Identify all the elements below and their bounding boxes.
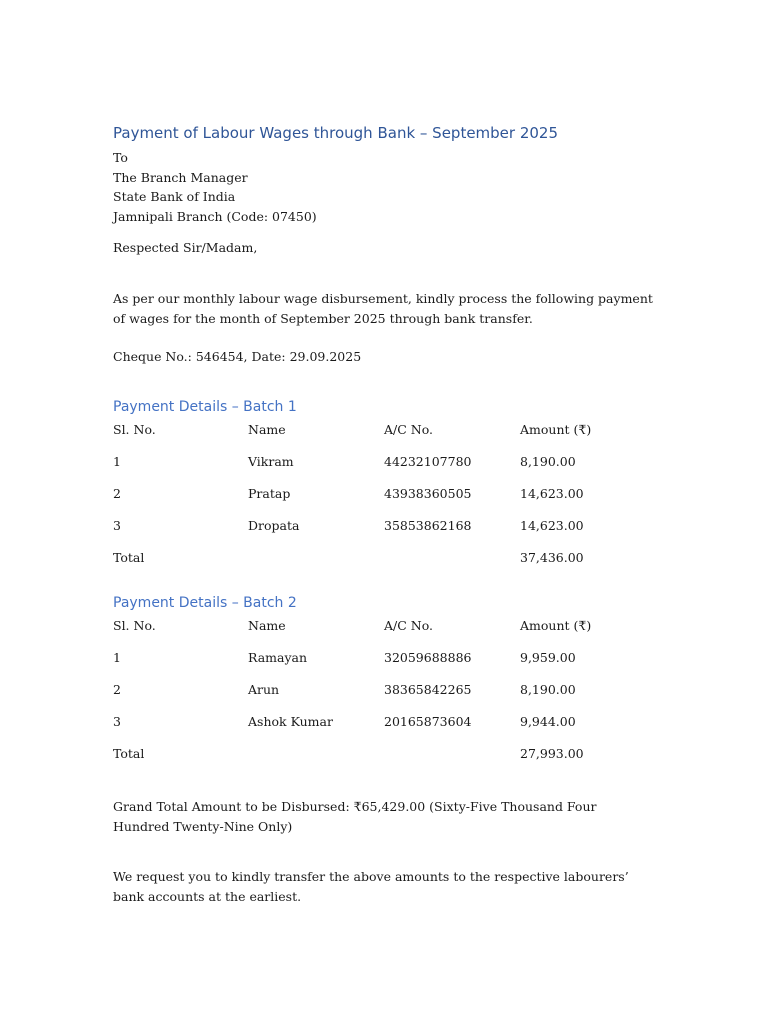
name-cell: Ashok Kumar: [248, 714, 333, 729]
grand-total-paragraph: Grand Total Amount to be Disbursed: ₹65,429.00 (Sixty-Five Thousand Four Hundred Twenty-Nine Only): [113, 799, 597, 834]
column-header-sl-no: Sl. No.: [113, 618, 156, 633]
account-cell: 20165873604: [384, 714, 472, 729]
table-row: [113, 518, 653, 550]
recipient-address: [113, 148, 653, 226]
account-cell: 35853862168: [384, 518, 472, 533]
amount-cell: 8,190.00: [520, 454, 576, 469]
column-header-account: A/C No.: [384, 618, 433, 633]
document-title: Payment of Labour Wages through Bank – September 2025: [113, 124, 559, 142]
name-cell: Dropata: [248, 518, 300, 533]
batch-2-table: [113, 618, 653, 778]
total-label: Total: [113, 746, 145, 761]
batch-1-table: [113, 422, 653, 582]
closing-paragraph: We request you to kindly transfer the above amounts to the respective labourers’ bank accounts at the earliest.: [113, 869, 629, 904]
name-cell: Vikram: [248, 454, 294, 469]
table-row: [113, 650, 653, 682]
amount-cell: 9,944.00: [520, 714, 576, 729]
name-cell: Ramayan: [248, 650, 308, 665]
name-cell: Pratap: [248, 486, 291, 501]
column-header-sl-no: Sl. No.: [113, 422, 156, 437]
amount-cell: 8,190.00: [520, 682, 576, 697]
amount-cell: 9,959.00: [520, 650, 576, 665]
address-line: Jamnipali Branch (Code: 07450): [113, 208, 317, 224]
name-cell: Arun: [248, 682, 280, 697]
account-cell: 32059688886: [384, 650, 472, 665]
intro-paragraph: As per our monthly labour wage disbursement, kindly process the following payment of wages for the month of September 2025 through bank transfer.: [113, 291, 653, 326]
column-header-account: A/C No.: [384, 422, 433, 437]
column-header-name: Name: [248, 618, 286, 633]
total-amount: 27,993.00: [520, 746, 584, 761]
table-total-row: [113, 550, 653, 582]
cheque-details: Cheque No.: 546454, Date: 29.09.2025: [113, 349, 362, 364]
address-line: The Branch Manager: [113, 169, 248, 185]
table-total-row: [113, 746, 653, 778]
table-row: [113, 454, 653, 486]
sl-no-cell: 2: [113, 486, 121, 501]
batch-1-heading: Payment Details – Batch 1: [113, 399, 297, 415]
total-amount: 37,436.00: [520, 550, 584, 565]
amount-cell: 14,623.00: [520, 486, 584, 501]
salutation: Respected Sir/Madam,: [113, 240, 258, 255]
batch-2-heading: Payment Details – Batch 2: [113, 595, 297, 611]
sl-no-cell: 1: [113, 454, 121, 469]
account-cell: 38365842265: [384, 682, 472, 697]
column-header-amount: Amount (₹): [520, 422, 592, 437]
column-header-name: Name: [248, 422, 286, 437]
sl-no-cell: 2: [113, 682, 121, 697]
table-row: [113, 682, 653, 714]
sl-no-cell: 3: [113, 518, 121, 533]
table-row: [113, 714, 653, 746]
table-header-row: [113, 618, 653, 650]
sl-no-cell: 1: [113, 650, 121, 665]
column-header-amount: Amount (₹): [520, 618, 592, 633]
account-cell: 44232107780: [384, 454, 472, 469]
amount-cell: 14,623.00: [520, 518, 584, 533]
sl-no-cell: 3: [113, 714, 121, 729]
address-line: To: [113, 150, 128, 165]
account-cell: 43938360505: [384, 486, 472, 501]
address-line: State Bank of India: [113, 189, 236, 204]
total-label: Total: [113, 550, 145, 565]
table-row: [113, 486, 653, 518]
table-header-row: [113, 422, 653, 454]
